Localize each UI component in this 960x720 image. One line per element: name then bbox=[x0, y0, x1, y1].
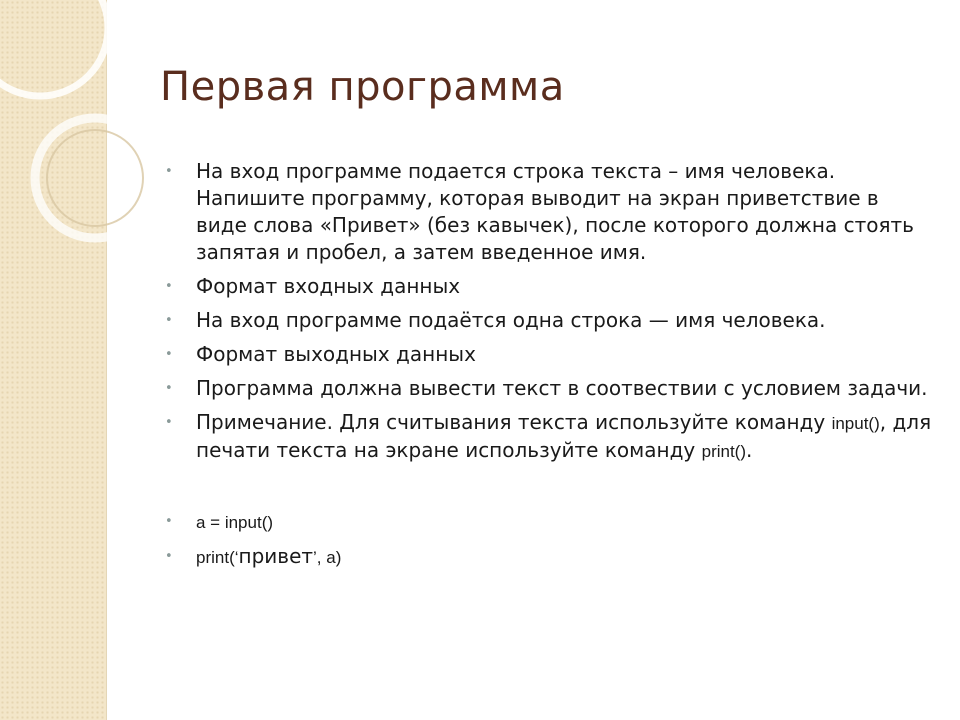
code-input: input() bbox=[831, 414, 880, 433]
bullet-list bbox=[165, 158, 935, 578]
bullet-text: Формат выходных данных bbox=[196, 342, 476, 366]
bullet-icon: • bbox=[165, 313, 173, 328]
bullet-icon: • bbox=[165, 549, 173, 564]
decorative-sidebar bbox=[0, 0, 107, 720]
bullet-output-format-heading bbox=[165, 341, 935, 368]
bullet-icon: • bbox=[165, 347, 173, 362]
bullet-task-description bbox=[165, 158, 935, 266]
bullet-text: Формат входных данных bbox=[196, 274, 461, 298]
bullet-icon: • bbox=[165, 279, 173, 294]
code-before: print(‘ bbox=[196, 548, 239, 567]
bullet-output-format bbox=[165, 375, 935, 402]
bullet-text-after: . bbox=[746, 438, 753, 462]
bullet-input-format-heading bbox=[165, 273, 935, 300]
bullet-text: На вход программе подается строка текста – имя человека. Напишите программу, которая выводит на экран приветствие в виде слова «Привет» (без кавычек), после которого должна стоять запятая и пробел, а затем введенное имя. bbox=[196, 159, 914, 264]
bullet-input-format bbox=[165, 307, 935, 334]
bullet-code-line-1 bbox=[165, 508, 935, 536]
bullet-icon: • bbox=[165, 164, 173, 179]
slide-title: Первая программа bbox=[160, 64, 565, 110]
code-string: привет bbox=[238, 544, 314, 568]
bullet-code-line-2 bbox=[165, 543, 935, 571]
bullet-text: На вход программе подаётся одна строка — имя человека. bbox=[196, 308, 826, 332]
bullet-icon: • bbox=[165, 514, 173, 529]
code-after: ’, a) bbox=[313, 548, 342, 567]
decorative-rings-icon bbox=[0, 0, 160, 260]
code-print: print() bbox=[701, 442, 747, 461]
code-line: a = input() bbox=[196, 513, 274, 532]
spacer bbox=[165, 472, 935, 508]
bullet-icon: • bbox=[165, 381, 173, 396]
bullet-icon: • bbox=[165, 415, 173, 430]
bullet-text-middle: , для печати текста на экране используйте команду bbox=[196, 410, 932, 462]
bullet-text-before: Примечание. Для считывания текста используйте команду bbox=[196, 410, 832, 434]
bullet-text: Программа должна вывести текст в соотвествии с условием задачи. bbox=[196, 376, 928, 400]
bullet-note bbox=[165, 409, 935, 465]
